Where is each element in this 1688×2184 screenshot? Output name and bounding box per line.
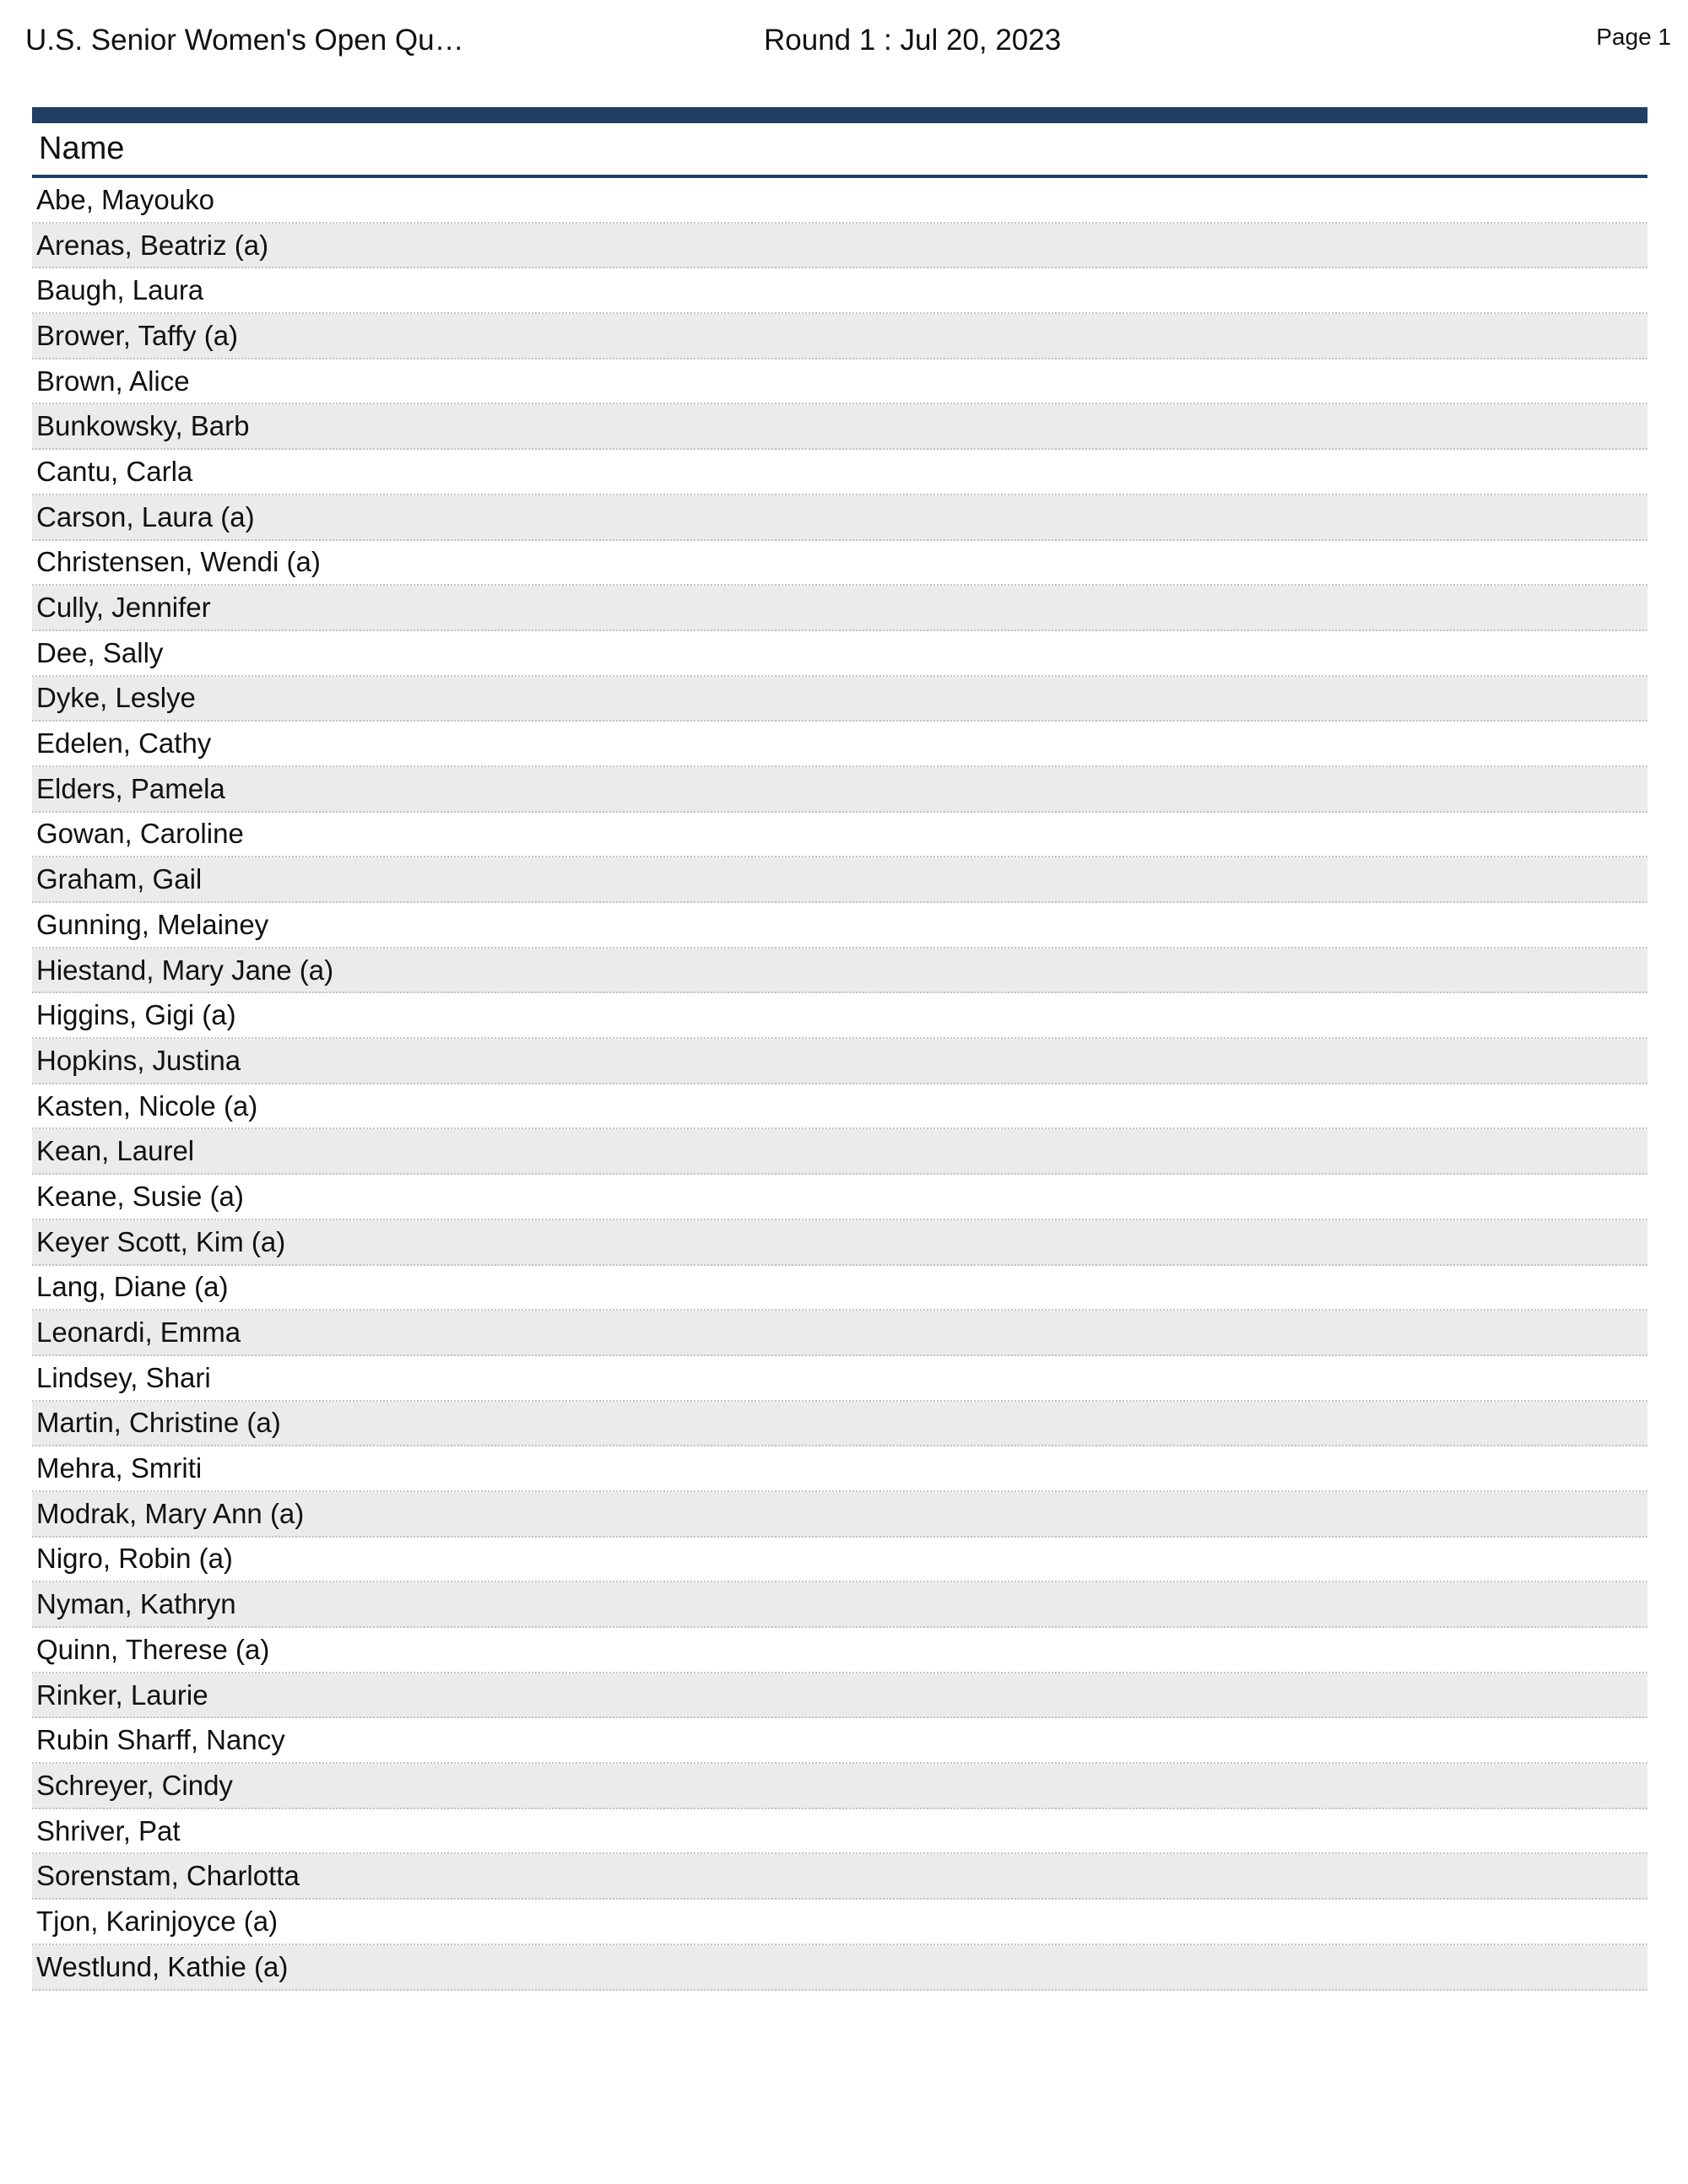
table-row: Gowan, Caroline [32, 813, 1647, 858]
table-row: Brower, Taffy (a) [32, 314, 1647, 359]
table-top-bar [32, 107, 1647, 123]
table-row: Keane, Susie (a) [32, 1175, 1647, 1220]
player-table [32, 107, 1647, 1991]
table-row: Higgins, Gigi (a) [32, 993, 1647, 1039]
table-row: Quinn, Therese (a) [32, 1628, 1647, 1673]
page-number: Page 1 [1596, 24, 1671, 50]
table-row: Cully, Jennifer [32, 586, 1647, 631]
table-row: Elders, Pamela [32, 767, 1647, 813]
column-header-name: Name [32, 123, 1647, 178]
table-row: Gunning, Melainey [32, 903, 1647, 949]
table-row: Martin, Christine (a) [32, 1402, 1647, 1447]
table-row: Cantu, Carla [32, 450, 1647, 495]
table-row: Dee, Sally [32, 631, 1647, 677]
table-row: Lindsey, Shari [32, 1356, 1647, 1402]
table-row: Rubin Sharff, Nancy [32, 1718, 1647, 1764]
table-row: Dyke, Leslye [32, 677, 1647, 722]
table-row: Kasten, Nicole (a) [32, 1084, 1647, 1130]
table-row: Graham, Gail [32, 857, 1647, 903]
table-row: Leonardi, Emma [32, 1311, 1647, 1356]
table-row: Schreyer, Cindy [32, 1764, 1647, 1809]
table-row: Hopkins, Justina [32, 1039, 1647, 1084]
table-row: Nyman, Kathryn [32, 1582, 1647, 1628]
table-row: Nigro, Robin (a) [32, 1538, 1647, 1583]
table-body [32, 178, 1647, 1991]
table-row: Baugh, Laura [32, 268, 1647, 314]
table-row: Hiestand, Mary Jane (a) [32, 949, 1647, 994]
table-row: Carson, Laura (a) [32, 495, 1647, 541]
table-row: Edelen, Cathy [32, 722, 1647, 767]
table-row: Bunkowsky, Barb [32, 404, 1647, 450]
table-row: Shriver, Pat [32, 1809, 1647, 1855]
table-row: Tjon, Karinjoyce (a) [32, 1900, 1647, 1945]
document-title: U.S. Senior Women's Open Qu… [25, 24, 464, 57]
table-row: Westlund, Kathie (a) [32, 1945, 1647, 1991]
table-row: Lang, Diane (a) [32, 1266, 1647, 1311]
table-row: Christensen, Wendi (a) [32, 541, 1647, 587]
table-row: Kean, Laurel [32, 1129, 1647, 1175]
table-row: Brown, Alice [32, 359, 1647, 405]
table-row: Mehra, Smriti [32, 1446, 1647, 1492]
table-row: Keyer Scott, Kim (a) [32, 1220, 1647, 1266]
table-row: Modrak, Mary Ann (a) [32, 1492, 1647, 1538]
table-row: Rinker, Laurie [32, 1673, 1647, 1719]
table-row: Abe, Mayouko [32, 178, 1647, 224]
round-date: Round 1 : Jul 20, 2023 [764, 24, 1062, 57]
table-row: Sorenstam, Charlotta [32, 1854, 1647, 1900]
table-row: Arenas, Beatriz (a) [32, 224, 1647, 269]
